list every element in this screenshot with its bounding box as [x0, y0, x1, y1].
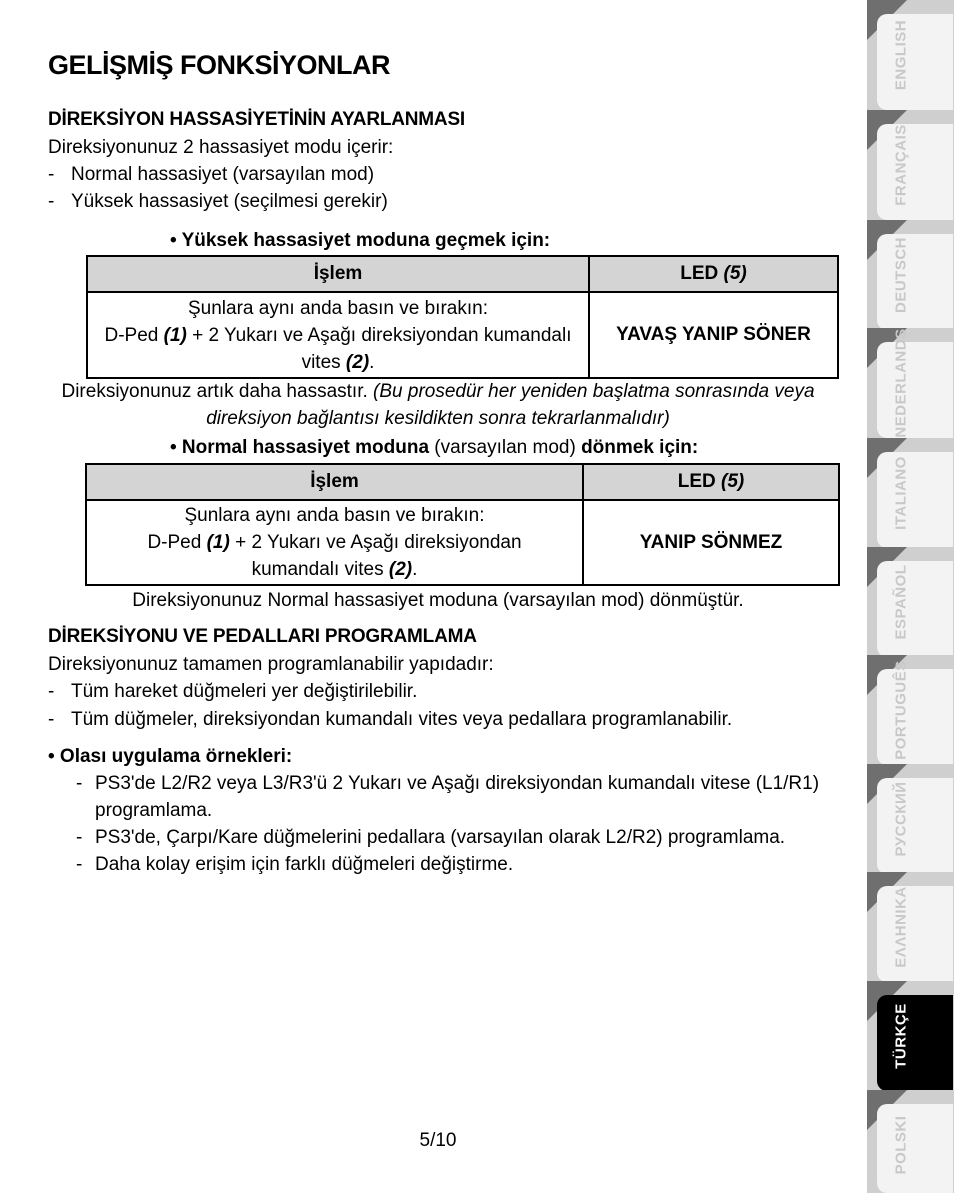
table-header-led: LED (5) [589, 256, 838, 292]
table-cell-action: Şunlara aynı anda basın ve bırakın: D-Ped (1) + 2 Yukarı ve Aşağı direksiyondan kumandalı vites (2). [86, 500, 583, 585]
section-heading-sensitivity: DİREKSİYON HASSASİYETİNİN AYARLANMASI [48, 109, 466, 130]
language-tabs [867, 0, 954, 1193]
high-mode-note-cont: direksiyon bağlantısı kesildikten sonra tekrarlanmalıdır) [206, 408, 670, 429]
normal-mode-note: Direksiyonunuz Normal hassasiyet moduna (varsayılan mod) dönmüştür. [132, 590, 744, 611]
list-item: - Normal hassasiyet (varsayılan mod) [48, 164, 375, 185]
tab-polski[interactable]: POLSKI [867, 1090, 954, 1193]
section-intro: Direksiyonunuz 2 hassasiyet modu içerir: [48, 137, 394, 158]
tab-deutsch[interactable]: DEUTSCH [867, 220, 954, 330]
table-header-action: İşlem [86, 464, 583, 500]
tab-english[interactable]: ENGLISH [867, 0, 954, 110]
normal-mode-title: • Normal hassasiyet moduna (varsayılan mod) dönmek için: [170, 437, 699, 458]
section-intro: Direksiyonunuz tamamen programlanabilir yapıdadır: [48, 654, 494, 675]
example-item: - Daha kolay erişim için farklı düğmeleri değiştirme. [76, 854, 514, 875]
tab-espanol[interactable]: ESPAÑOL [867, 547, 954, 657]
high-mode-note: Direksiyonunuz artık daha hassastır. (Bu prosedür her yeniden başlatma sonrasında veya [61, 381, 815, 402]
table-header-led: LED (5) [583, 464, 839, 500]
page-title: GELİŞMİŞ FONKSİYONLAR [48, 50, 391, 80]
table-cell-action: Şunlara aynı anda basın ve bırakın: D-Ped (1) + 2 Yukarı ve Aşağı direksiyondan kumandalı vites (2). [87, 292, 589, 378]
page-number: 5/10 [419, 1130, 457, 1151]
tab-turkce[interactable]: TÜRKÇE [867, 981, 954, 1091]
list-item: - Yüksek hassasiyet (seçilmesi gerekir) [48, 191, 388, 212]
list-item: - Tüm hareket düğmeleri yer değiştirilebilir. [48, 681, 418, 702]
tab-russian[interactable]: РУССКИЙ [867, 764, 954, 874]
tab-greek[interactable]: ΕΛΛΗΝΙΚΑ [867, 872, 954, 982]
section-heading-programming: DİREKSİYONU VE PEDALLARI PROGRAMLAMA [48, 626, 477, 647]
list-item: - Tüm düğmeler, direksiyondan kumandalı vites veya pedallara programlanabilir. [48, 709, 733, 730]
normal-mode-table [85, 463, 840, 586]
tab-italiano[interactable]: ITALIANO [867, 438, 954, 548]
tab-francais[interactable]: FRANÇAIS [867, 110, 954, 220]
example-item: - PS3'de L2/R2 veya L3/R3'ü 2 Yukarı ve Aşağı direksiyondan kumandalı vitese (L1/R1) [76, 773, 820, 794]
example-item-cont: programlama. [95, 800, 213, 821]
example-item: - PS3'de, Çarpı/Kare düğmelerini pedallara (varsayılan olarak L2/R2) programlama. [76, 827, 786, 848]
high-mode-table [86, 255, 839, 379]
tab-portugues[interactable]: PORTUGUÊS [867, 655, 954, 765]
table-cell-led: YANIP SÖNMEZ [583, 500, 839, 585]
examples-title: • Olası uygulama örnekleri: [48, 746, 293, 767]
tab-nederlands[interactable]: NEDERLANDS [867, 328, 954, 438]
table-header-action: İşlem [87, 256, 589, 292]
high-mode-title: • Yüksek hassasiyet moduna geçmek için: [170, 230, 551, 251]
table-cell-led: YAVAŞ YANIP SÖNER [589, 292, 838, 378]
